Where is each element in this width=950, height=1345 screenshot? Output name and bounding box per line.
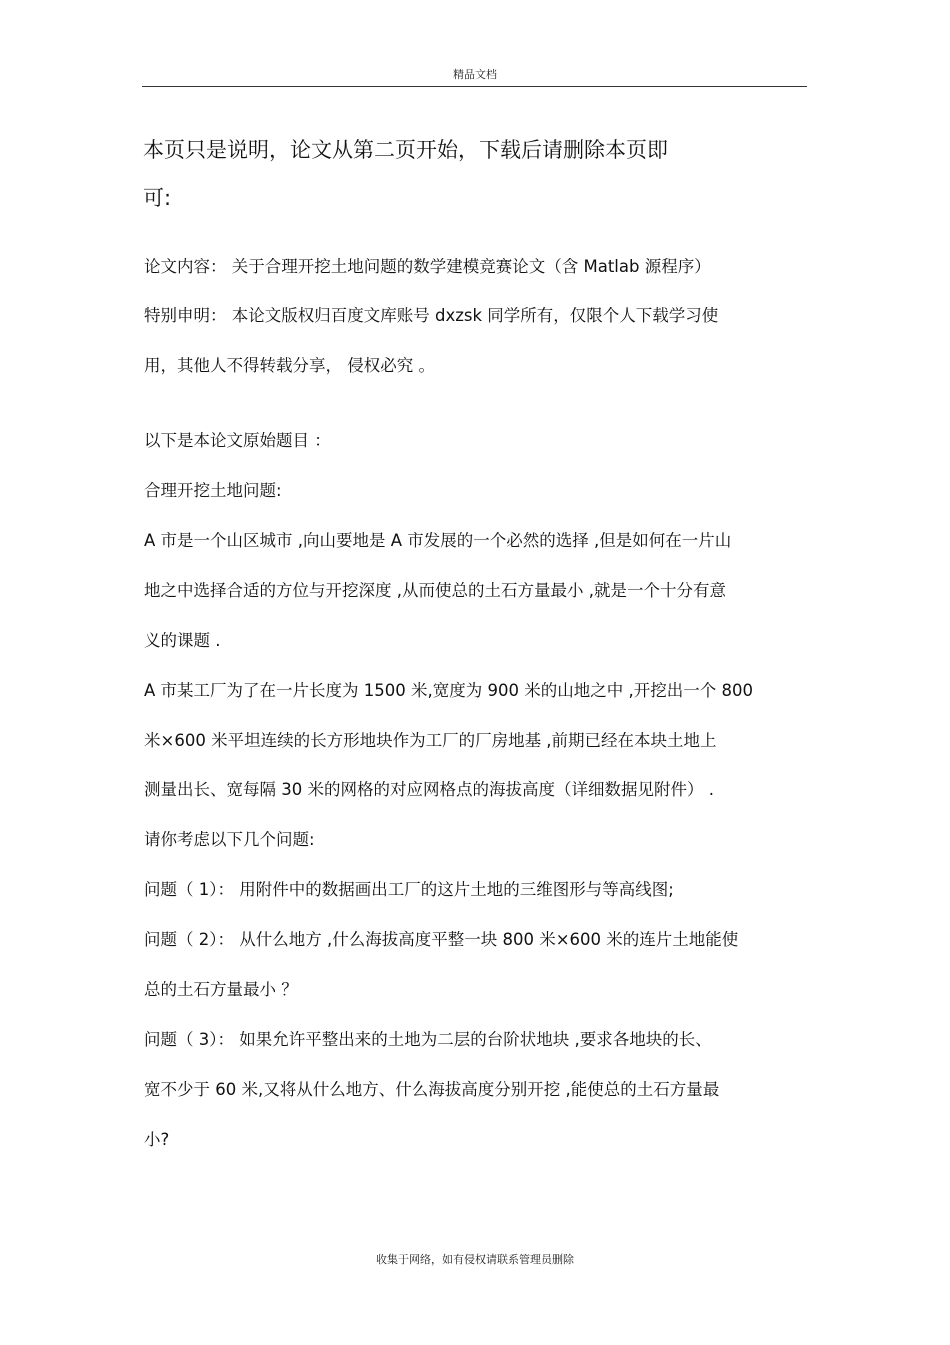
problem-line: 问题（ 2）： 从什么地方 ,什么海拔高度平整一块 800 米×600 米的连片土地能使 xyxy=(144,930,739,949)
problem-line: 小? xyxy=(144,1130,170,1149)
problem-line: 宽不少于 60 米,又将从什么地方、什么海拔高度分别开挖 ,能使总的土石方量最 xyxy=(144,1080,720,1099)
page-title-line-1: 本页只是说明，论文从第二页开始，下载后请删除本页即 xyxy=(143,138,668,162)
problem-line: 问题（ 3）： 如果允许平整出来的土地为二层的台阶状地块 ,要求各地块的长、 xyxy=(144,1030,712,1049)
page-title-line-2: 可: xyxy=(143,186,172,210)
problem-line: 义的课题 . xyxy=(144,631,221,650)
problem-line: 问题（ 1）： 用附件中的数据画出工厂的这片土地的三维图形与等高线图; xyxy=(144,880,674,899)
problem-line: 米×600 米平坦连续的长方形地块作为工厂的厂房地基 ,前期已经在本块土地上 xyxy=(144,731,717,750)
page-footer: 收集于网络，如有侵权请联系管理员删除 xyxy=(376,1253,574,1266)
problem-line: A 市是一个山区城市 ,向山要地是 A 市发展的一个必然的选择 ,但是如何在一片山 xyxy=(144,531,732,550)
intro-line: 用，其他人不得转载分享， 侵权必究 。 xyxy=(144,356,435,375)
page-title xyxy=(143,126,783,222)
intro-line: 论文内容： 关于合理开挖土地问题的数学建模竞赛论文（含 Matlab 源程序） xyxy=(144,257,711,276)
problem-line: 以下是本论文原始题目 ： xyxy=(144,431,331,450)
header-rule xyxy=(142,86,807,87)
problem-line: 合理开挖土地问题: xyxy=(144,481,282,500)
problem-line: A 市某工厂为了在一片长度为 1500 米,宽度为 900 米的山地之中 ,开挖出一个 800 xyxy=(144,681,753,700)
intro-line: 特别申明： 本论文版权归百度文库账号 dxzsk 同学所有，仅限个人下载学习使 xyxy=(144,306,719,325)
problem-line: 测量出长、宽每隔 30 米的网格的对应网格点的海拔高度（详细数据见附件） . xyxy=(144,780,714,799)
page-header: 精品文档 xyxy=(453,68,497,81)
problem-line: 总的土石方量最小 ？ xyxy=(144,980,298,999)
problem-line: 地之中选择合适的方位与开挖深度 ,从而使总的土石方量最小 ,就是一个十分有意 xyxy=(144,581,726,600)
problem-line: 请你考虑以下几个问题: xyxy=(144,830,315,849)
